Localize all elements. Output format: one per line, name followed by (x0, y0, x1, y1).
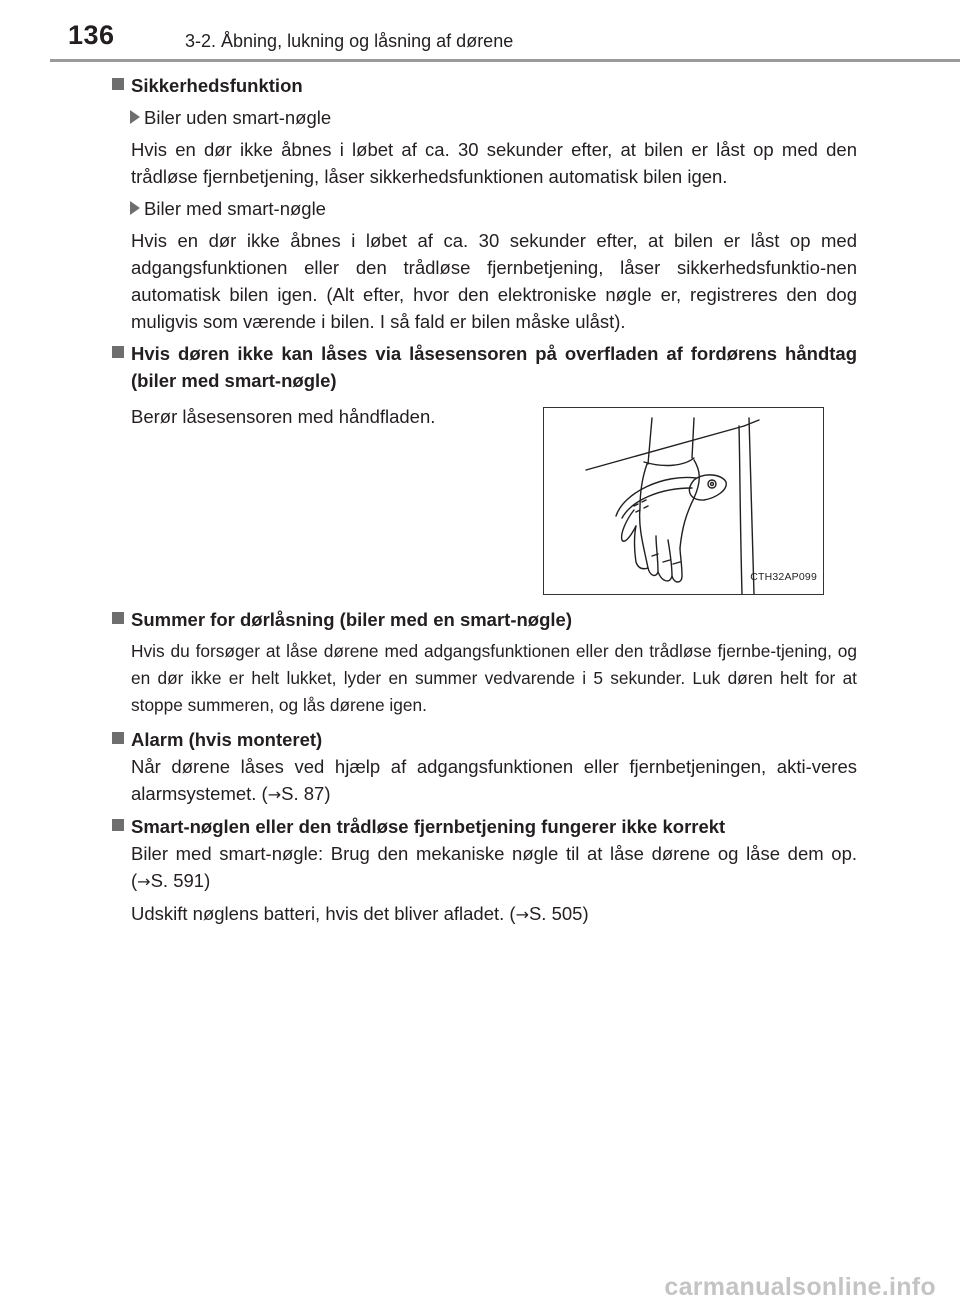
subheading-without-smart-key (112, 104, 857, 131)
paragraph-security-1: Hvis en dør ikke åbnes i løbet af ca. 30 sekunder efter, at bilen er låst op med den trådløse fjernbetjening, låser sikkerhedsfunktionen automatisk bilen igen. (131, 139, 857, 187)
reference-arrow-icon: → (267, 785, 282, 804)
heading-alarm (112, 726, 857, 753)
subheading-without-smart-key-text: Biler uden smart-nøgle (144, 107, 332, 128)
paragraph-lock-sensor: Berør låsesensoren med håndfladen. (131, 406, 436, 427)
square-bullet-icon (112, 732, 124, 744)
chapter-title: 3-2. Åbning, lukning og låsning af dørene (185, 31, 514, 51)
heading-buzzer (112, 606, 857, 633)
page-reference-505[interactable]: S. 505) (528, 903, 589, 924)
paragraph-malfunction-1 (112, 840, 857, 895)
page-reference-591[interactable]: S. 591) (150, 870, 211, 891)
square-bullet-icon (112, 346, 124, 358)
reference-arrow-icon: → (515, 905, 529, 924)
triangle-bullet-icon (130, 201, 140, 215)
paragraph-alarm (112, 753, 857, 808)
subheading-with-smart-key (112, 195, 857, 222)
square-bullet-icon (112, 78, 124, 90)
page-reference-87[interactable]: S. 87) (281, 783, 331, 804)
heading-lock-sensor-text: Hvis døren ikke kan låses via låsesensoren på overfladen af fordørens håndtag (biler med smart-nøgle) (131, 343, 857, 391)
heading-lock-sensor (112, 340, 857, 394)
heading-malfunction-text: Smart-nøglen eller den trådløse fjernbetjening fungerer ikke korrekt (131, 816, 726, 837)
paragraph-buzzer: Hvis du forsøger at låse dørene med adgangsfunktionen eller den trådløse fjernbe-tjening, og en dør ikke er helt lukket, lyder en summer vedvarende i 5 sekunder. Luk døren helt for at stoppe summeren, og lås dørene igen. (131, 641, 857, 715)
reference-arrow-icon: → (137, 872, 151, 891)
malfunction-text-2: Udskift nøglens batteri, hvis det bliver afladet. ( (131, 903, 516, 924)
heading-malfunction (112, 813, 857, 840)
page-content (112, 72, 857, 928)
paragraph-security-2: Hvis en dør ikke åbnes i løbet af ca. 30 sekunder efter, at bilen er låst op med adgangsfunktionen eller den trådløse fjernbetjening, låser sikkerhedsfunktio-nen automatisk bilen igen. (Alt efter, hvor den elektroniske nøgle er, registreres den dog muligvis som værende i bilen. I så fald er bilen måske ulåst). (131, 230, 857, 332)
header-rule (50, 59, 960, 62)
watermark: carmanualsonline.info (664, 1273, 936, 1301)
heading-buzzer-text: Summer for dørlåsning (biler med en smart-nøgle) (131, 609, 572, 630)
figure-code: CTH32AP099 (750, 571, 817, 583)
heading-security-text: Sikkerhedsfunktion (131, 75, 303, 96)
heading-security (112, 72, 857, 99)
square-bullet-icon (112, 819, 124, 831)
subheading-with-smart-key-text: Biler med smart-nøgle (144, 198, 326, 219)
page-number: 136 (68, 20, 115, 50)
heading-alarm-text: Alarm (hvis monteret) (131, 729, 323, 750)
page-header (0, 0, 960, 60)
malfunction-text-1: Biler med smart-nøgle: Brug den mekaniske nøgle til at låse dørene og låse dem op. ( (131, 843, 857, 891)
door-handle-illustration (543, 407, 824, 595)
lock-sensor-figure-row (112, 394, 857, 599)
square-bullet-icon (112, 612, 124, 624)
alarm-text: Når dørene låses ved hjælp af adgangsfunktionen eller fjernbetjeningen, akti-veres alarmsystemet. ( (131, 756, 857, 804)
triangle-bullet-icon (130, 110, 140, 124)
paragraph-malfunction-2 (112, 900, 857, 928)
